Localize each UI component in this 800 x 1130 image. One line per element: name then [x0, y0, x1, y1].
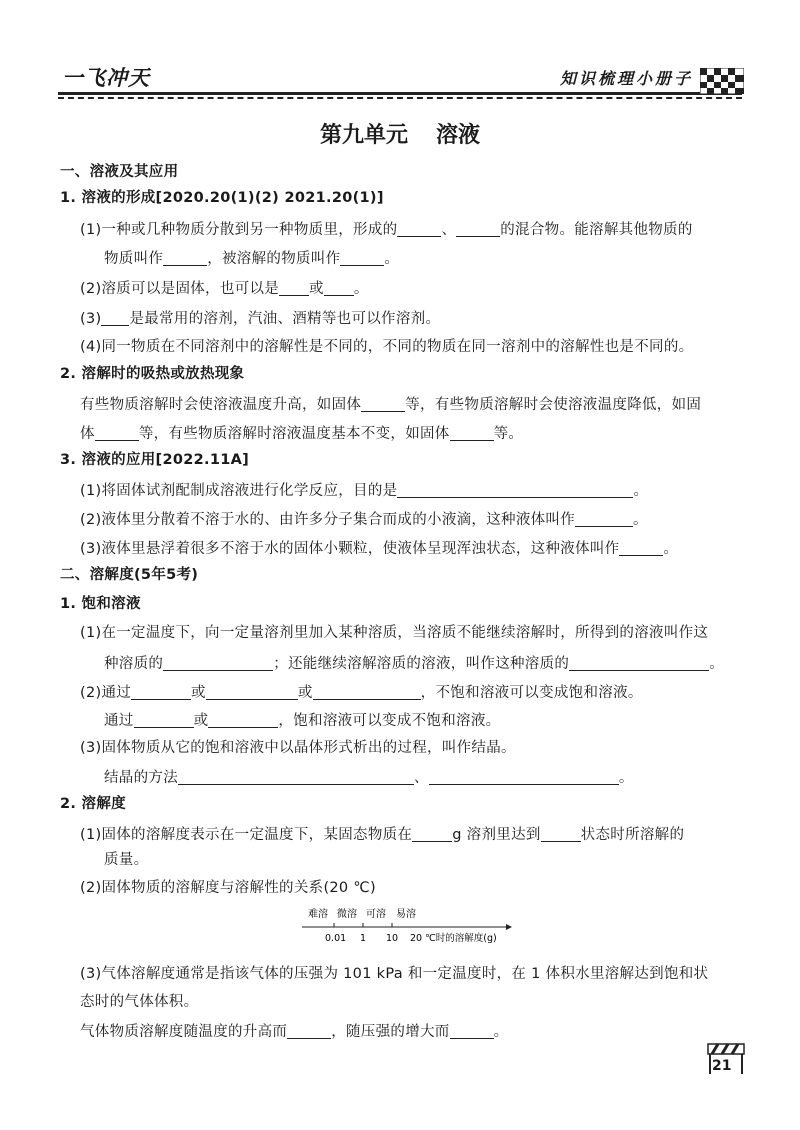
answer-blank[interactable] — [134, 711, 194, 728]
scale-axis-label: 20 ℃时的溶解度(g) — [410, 933, 497, 944]
text-line: 种溶质的 ；还能继续溶解溶质的溶液，叫作这种溶质的 。 — [104, 656, 725, 672]
section-heading: 二、溶解度(5年5考) — [60, 567, 199, 583]
text-line: 结晶的方法 、 。 — [104, 770, 634, 786]
text-line: (2)通过 或 或 ，不饱和溶液可以变成饱和溶液。 — [80, 685, 643, 701]
answer-blank[interactable] — [397, 220, 441, 237]
text-line: (1)一种或几种物质分散到另一种物质里，形成的 、 的混合物。能溶解其他物质的 — [80, 222, 693, 238]
text-line: (3)固体物质从它的饱和溶液中以晶体形式析出的过程，叫作结晶。 — [80, 740, 516, 756]
scale-tick-label: 1 — [360, 933, 367, 944]
answer-blank[interactable] — [456, 220, 500, 237]
unit-topic: 溶液 — [436, 122, 481, 148]
unit-number: 第九单元 — [319, 122, 408, 148]
subsection-heading: 2. 溶解时的吸热或放热现象 — [60, 366, 245, 382]
answer-blank[interactable] — [541, 825, 581, 842]
scale-category: 可溶 — [366, 909, 386, 920]
answer-blank[interactable] — [340, 249, 384, 266]
scale-tick-label: 10 — [386, 933, 399, 944]
answer-blank[interactable] — [101, 309, 129, 326]
answer-blank[interactable] — [412, 825, 452, 842]
answer-blank[interactable] — [569, 654, 709, 671]
header-dash-rule — [58, 97, 742, 99]
answer-blank[interactable] — [450, 1022, 494, 1039]
text-line: (3)气体溶解度通常是指该气体的压强为 101 kPa 和一定温度时，在 1 体积水里溶解达到饱和状 — [80, 966, 709, 982]
text-line: (4)同一物质在不同溶剂中的溶解性是不同的，不同的物质在同一溶剂中的溶解性也是不同的。 — [80, 339, 694, 355]
text-line: (3)液体里悬浮着很多不溶于水的固体小颗粒，使液体呈现浑浊状态，这种液体叫作 。 — [80, 541, 679, 557]
section-heading: 一、溶液及其应用 — [60, 164, 179, 180]
answer-blank[interactable] — [163, 654, 273, 671]
text-line: (1)固体的溶解度表示在一定温度下，某固态物质在 g 溶剂里达到 状态时所溶解的 — [80, 827, 685, 843]
answer-blank[interactable] — [163, 249, 207, 266]
text-line: 气体物质溶解度随温度的升高而 ，随压强的增大而 。 — [80, 1024, 509, 1040]
text-line: (2)溶质可以是固体，也可以是 或 。 — [80, 281, 369, 297]
text-line: 体 等，有些物质溶解时溶液温度基本不变，如固体 等。 — [80, 426, 524, 442]
answer-blank[interactable] — [206, 683, 298, 700]
booklet-title: 知识梳理小册子 — [560, 69, 694, 88]
subsection-heading: 2. 溶解度 — [60, 796, 126, 812]
answer-blank[interactable] — [619, 539, 663, 556]
answer-blank[interactable] — [397, 481, 633, 498]
answer-blank[interactable] — [429, 768, 619, 785]
text-line: (3) 是最常用的溶剂，汽油、酒精等也可以作溶剂。 — [80, 311, 441, 327]
scale-category: 易溶 — [396, 909, 416, 920]
scale-category: 微溶 — [337, 909, 357, 920]
answer-blank[interactable] — [313, 683, 421, 700]
answer-blank[interactable] — [361, 395, 405, 412]
scale-category: 难溶 — [308, 909, 328, 920]
answer-blank[interactable] — [208, 711, 278, 728]
answer-blank[interactable] — [178, 768, 414, 785]
text-line: (2)固体物质的溶解度与溶解性的关系(20 ℃) — [80, 880, 376, 896]
text-line: 态时的气体体积。 — [80, 994, 199, 1010]
answer-blank[interactable] — [95, 424, 139, 441]
answer-blank[interactable] — [575, 510, 633, 527]
brand-logo-text: 一飞冲天 — [62, 66, 150, 90]
subsection-heading: 1. 溶液的形成[2020.20(1)(2) 2021.20(1)] — [60, 190, 384, 206]
answer-blank[interactable] — [131, 683, 191, 700]
subsection-heading: 3. 溶液的应用[2022.11A] — [60, 452, 250, 468]
answer-blank[interactable] — [450, 424, 494, 441]
answer-blank[interactable] — [279, 279, 309, 296]
scale-arrow-icon — [506, 924, 512, 930]
subsection-heading: 1. 饱和溶液 — [60, 596, 141, 612]
header-rule — [58, 92, 742, 95]
answer-blank[interactable] — [324, 279, 354, 296]
solubility-scale — [300, 905, 520, 953]
text-line: (1)将固体试剂配制成溶液进行化学反应，目的是 。 — [80, 483, 649, 499]
page-title — [0, 118, 800, 149]
text-line: 质量。 — [104, 852, 149, 868]
answer-blank[interactable] — [287, 1022, 331, 1039]
text-line: 物质叫作 ，被溶解的物质叫作 。 — [104, 251, 400, 267]
checker-flag-icon — [700, 68, 744, 94]
scale-tick-label: 0.01 — [325, 933, 347, 944]
text-line: (2)液体里分散着不溶于水的、由许多分子集合而成的小液滴，这种液体叫作 。 — [80, 512, 648, 528]
text-line: 通过 或 ，饱和溶液可以变成不饱和溶液。 — [104, 713, 501, 729]
text-line: 有些物质溶解时会使溶液温度升高，如固体 等，有些物质溶解时会使溶液温度降低，如固 — [80, 397, 702, 413]
page-number: 21 — [712, 1058, 732, 1074]
text-line: (1)在一定温度下，向一定量溶剂里加入某种溶质，当溶质不能继续溶解时，所得到的溶液叫作这 — [80, 625, 709, 641]
